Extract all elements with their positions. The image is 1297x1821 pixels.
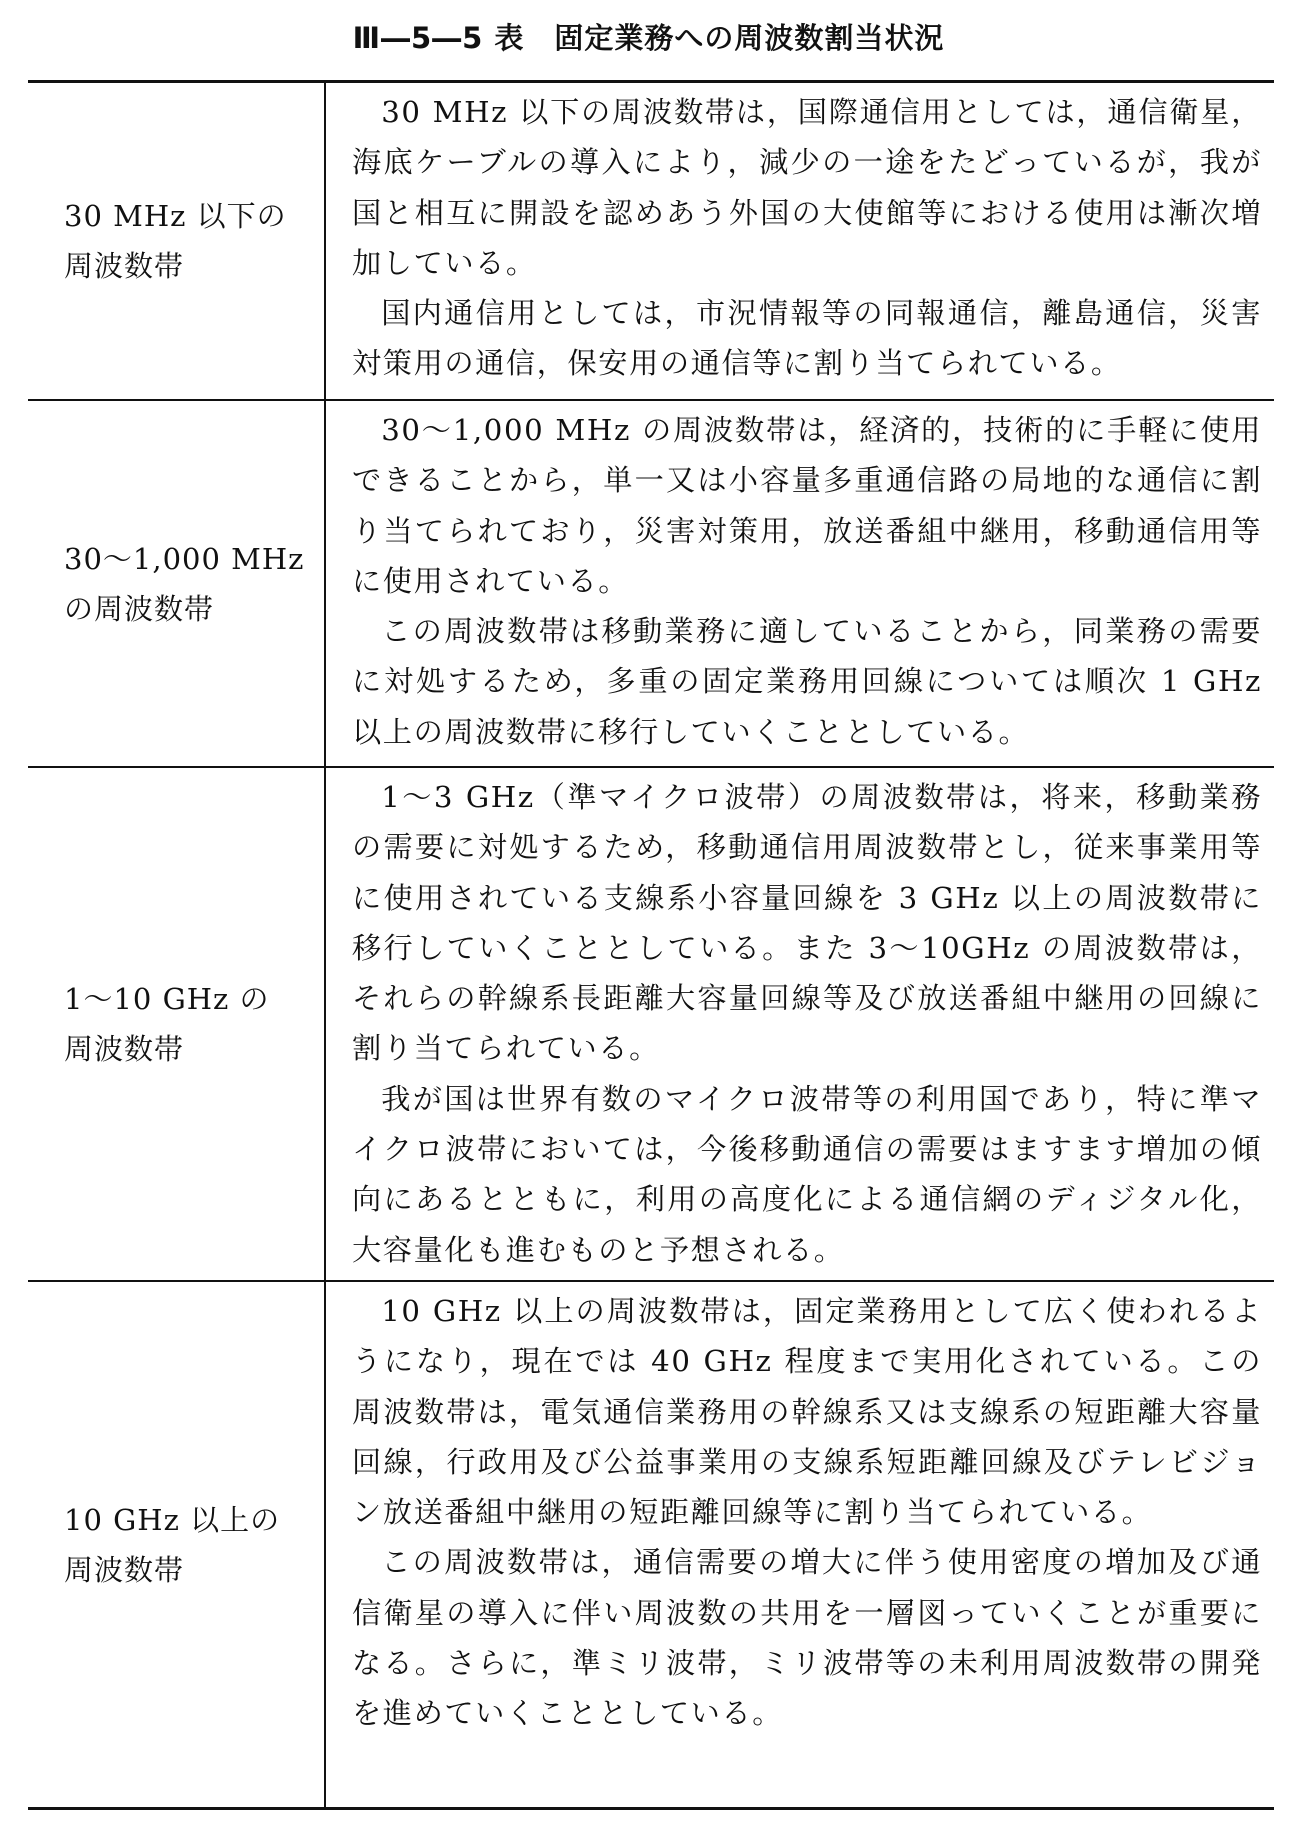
table-row-30-1000mhz <box>28 399 1274 766</box>
description-paragraph: この周波数帯は，通信需要の増大に伴う使用密度の増加及び通信衛星の導入に伴い周波数の共用を一層図っていくことが重要になる。さらに，準ミリ波帯，ミリ波帯等の未利用周波数帯の開発を進めていくこととしている。 <box>352 1545 1262 1731</box>
table-row-10ghz-above <box>28 1280 1274 1807</box>
row-label-cell <box>28 1282 326 1807</box>
row-description-cell <box>326 768 1274 1280</box>
description-paragraph: 30 MHz 以下の周波数帯は，国際通信用としては，通信衛星，海底ケーブルの導入により，減少の一途をたどっているが，我が国と相互に開設を認めあう外国の大使館等における使用は漸次増加している。 <box>352 95 1262 280</box>
row-label: 10 GHz 以上の 周波数帯 <box>64 1502 281 1587</box>
description-paragraph: 30～1,000 MHz の周波数帯は，経済的，技術的に手軽に使用できることから，単一又は小容量多重通信路の局地的な通信に割り当てられており，災害対策用，放送番組中継用，移動通信用等に使用されている。 <box>352 413 1262 598</box>
frequency-allocation-table <box>28 80 1274 1810</box>
row-label: 30 MHz 以下の 周波数帯 <box>64 199 287 283</box>
description-paragraph: 1～3 GHz（準マイクロ波帯）の周波数帯は，将来，移動業務の需要に対処するため，移動通信用周波数帯とし，従来事業用等に使用されている支線系小容量回線を 3 GHz 以上の周波数帯に移行していくこととしている。また 3～10GHz の周波数帯は，それらの幹線系長距離大容量回線等及び放送番組中継用の回線に割り当てられている。 <box>352 780 1262 1066</box>
description-paragraph: 国内通信用としては，市況情報等の同報通信，離島通信，災害対策用の通信，保安用の通信等に割り当てられている。 <box>352 296 1262 381</box>
row-description-cell <box>326 83 1274 399</box>
table-row-1-10ghz <box>28 766 1274 1280</box>
page-title: Ⅲ―5―5 表 固定業務への周波数割当状況 <box>352 21 945 55</box>
row-description-cell <box>326 401 1274 766</box>
row-label: 1～10 GHz の 周波数帯 <box>64 982 270 1066</box>
row-label-cell <box>28 83 326 399</box>
row-description-cell <box>326 1282 1274 1807</box>
table-row-30mhz-below <box>28 83 1274 399</box>
row-label-cell <box>28 768 326 1280</box>
description-paragraph: 我が国は世界有数のマイクロ波帯等の利用国であり，特に準マイクロ波帯においては，今後移動通信の需要はますます増加の傾向にあるとともに，利用の高度化による通信網のディジタル化，大容量化も進むものと予想される。 <box>352 1081 1262 1267</box>
row-label: 30～1,000 MHz の周波数帯 <box>64 541 305 626</box>
row-label-cell <box>28 401 326 766</box>
description-paragraph: この周波数帯は移動業務に適していることから，同業務の需要に対処するため，多重の固定業務用回線については順次 1 GHz 以上の周波数帯に移行していくこととしている。 <box>352 614 1262 749</box>
description-paragraph: 10 GHz 以上の周波数帯は，固定業務用として広く使われるようになり，現在では 40 GHz 程度まで実用化されている。この周波数帯は，電気通信業務用の幹線系又は支線系の短距離大容量回線，行政用及び公益事業用の支線系短距離回線及びテレビジョン放送番組中継用の短距離回線等に割り当てられている。 <box>352 1294 1262 1530</box>
